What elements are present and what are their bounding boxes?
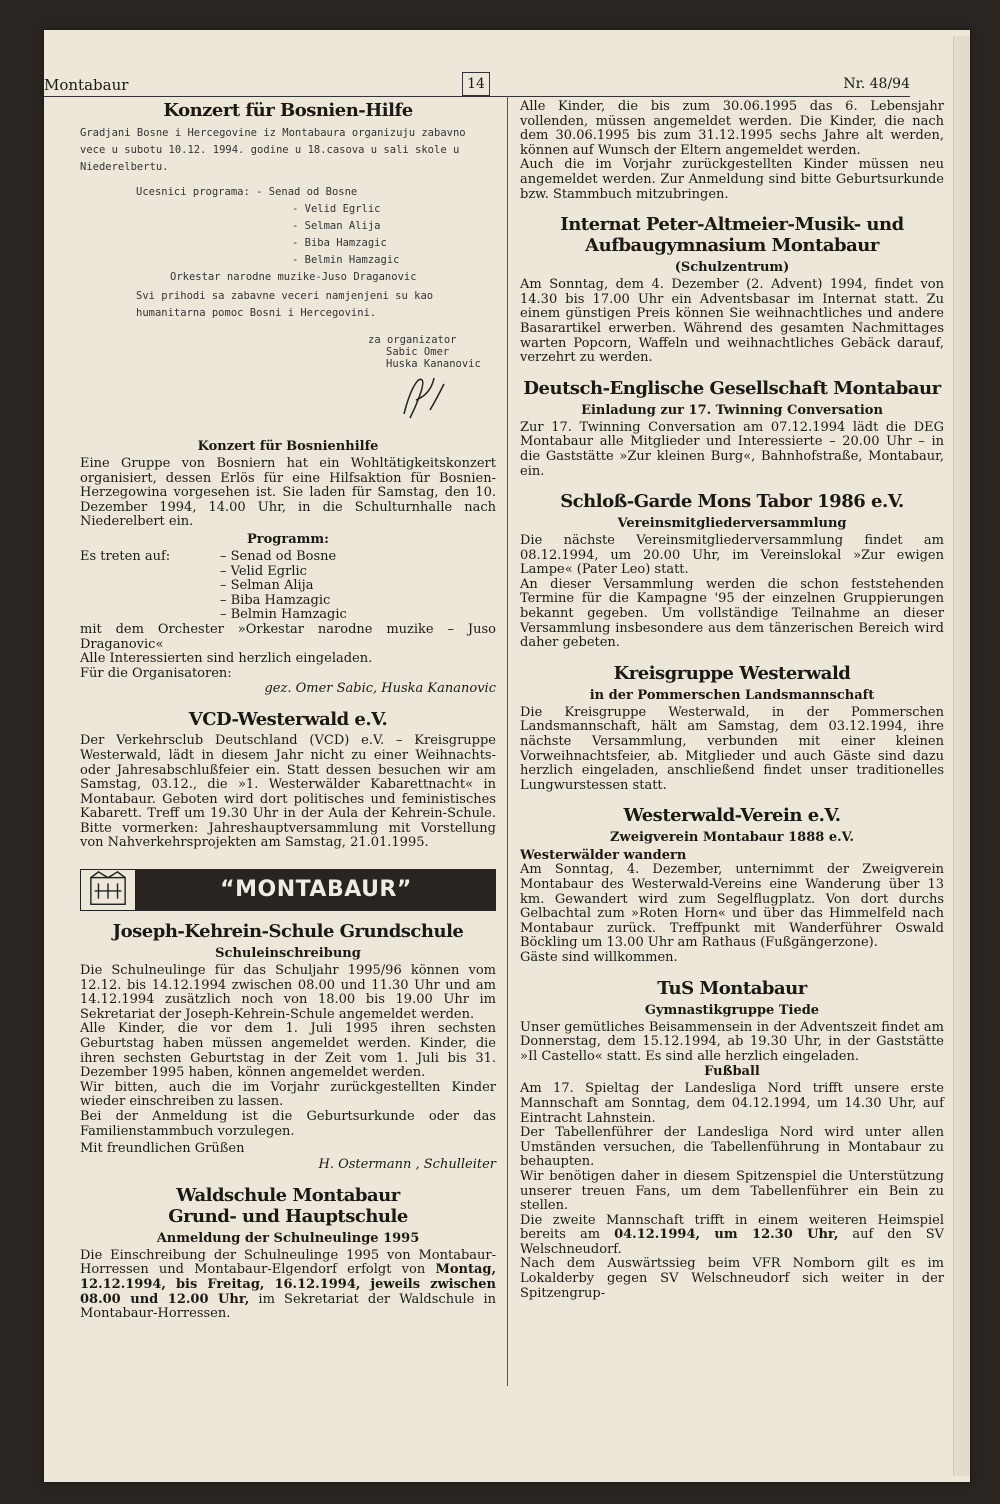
header-page-number: 14 bbox=[462, 72, 490, 96]
paragraph: Für die Organisatoren: bbox=[80, 665, 232, 681]
article-continuation bbox=[520, 100, 944, 202]
sig-line: za organizator bbox=[368, 334, 457, 346]
article-schloss-garde bbox=[520, 491, 944, 651]
article-konzert-bosnienhilfe bbox=[80, 439, 496, 697]
handwritten-signature bbox=[396, 370, 456, 424]
paragraph: An dieser Versammlung werden die schon feststehenden Termine für die Kampagne '95 der einzelnen Gruppierungen bekannt gegeben. Um vollständige Teilnahme an dieser Versammlung insbesondere aus dem tänzerischen Bereich wird daher gebeten. bbox=[520, 576, 944, 651]
text-run: im Sekretariat der Waldschule in Montabaur-Horressen. bbox=[80, 1291, 496, 1322]
paragraph: Alle Interessierten sind herzlich eingeladen. bbox=[80, 651, 373, 667]
performer: – Velid Egrlic bbox=[220, 563, 307, 579]
article-waldschule bbox=[80, 1185, 496, 1322]
text-run: Die Einschreibung der Schulneulinge 1995 von Montabaur-Horressen und Montabaur-Elgendorf erfolgt von bbox=[80, 1247, 496, 1278]
article-subtitle: (Schulzentrum) bbox=[674, 260, 790, 276]
paragraph: Die Kreisgruppe Westerwald, in der Pommerschen Landsmannschaft, hält am Samstag, dem 03.12.1994, ihre nächste Versammlung, verbunden mit einer kleinen Vorweihnachtsfeier, ab. Mitglieder und auch Gäste sind dazu herzlich eingeladen, anschließend findet unser traditionelles Lungwurstessen statt. bbox=[520, 704, 944, 793]
paragraph: Die Schulneulinge für das Schuljahr 1995/96 können vom 12.12. bis 14.12.1994 zwischen 08.00 und 11.30 Uhr und am 14.12.1994 zusätzlich noch von 18.00 bis 19.00 Uhr im Sekretariat der Joseph-Kehrein-Schule angemeldet werden. bbox=[80, 963, 496, 1022]
signature: H. Ostermann , Schulleiter bbox=[318, 1156, 496, 1172]
article-tus-montabaur bbox=[520, 978, 944, 1302]
notice-line: - Biba Hamzagic bbox=[292, 237, 387, 249]
programm-label: Es treten auf: bbox=[80, 548, 171, 564]
performer: – Biba Hamzagic bbox=[220, 592, 331, 608]
article-subtitle: Einladung zur 17. Twinning Conversation bbox=[581, 402, 883, 418]
paragraph: Die nächste Vereinsmitgliederversammlung findet am 08.12.1994, um 20.00 Uhr, im Vereinslokal »Zur ewigen Lampe« (Pater Leo) statt. bbox=[520, 533, 944, 578]
notice-line: Gradjani Bosne i Hercegovine iz Montabaura organizuju zabavno vece u subotu 10.12. 1994. godine u 18.casova u sali skole u Niederelbertu. bbox=[80, 127, 466, 173]
article-title: Waldschule Montabaur bbox=[176, 1184, 400, 1206]
text-run: Die zweite Mannschaft trifft in einem weiteren Heimspiel bereits am bbox=[520, 1212, 944, 1243]
paragraph: Nach dem Auswärtssieg beim VFR Nomborn gilt es im Lokalderby gegen SV Welschneudorf sich weiter in der Spitzengrup- bbox=[520, 1256, 944, 1301]
paragraph: Zur 17. Twinning Conversation am 07.12.1994 lädt die DEG Montabaur alle Mitglieder und Interessierte – 20.00 Uhr – in die Gaststätte »Zur kleinen Burg«, Bahnhofstraße, Montabaur, ein. bbox=[520, 419, 944, 479]
sig-line: Huska Kananovic bbox=[386, 358, 481, 370]
paragraph: Bei der Anmeldung ist die Geburtsurkunde oder das Familienstammbuch vorzulegen. bbox=[80, 1109, 496, 1139]
banner-title: “MONTABAUR” bbox=[136, 869, 496, 911]
paragraph: Am 17. Spieltag der Landesliga Nord trifft unsere erste Mannschaft am Sonntag, dem 04.12.1994, um 14.30 Uhr, auf Eintracht Lahnstein. bbox=[520, 1081, 944, 1126]
notice-line: - Belmin Hamzagic bbox=[292, 254, 400, 266]
article-westerwald-verein bbox=[520, 805, 944, 965]
article-subtitle: Vereinsmitgliederversammlung bbox=[617, 516, 847, 532]
typewritten-signature bbox=[368, 334, 496, 427]
column-rule bbox=[507, 96, 508, 1386]
paragraph bbox=[520, 1214, 944, 1258]
paragraph: mit dem Orchester »Orkestar narodne muzike – Juso Draganovic« bbox=[80, 621, 496, 652]
paragraph: Gäste sind willkommen. bbox=[520, 949, 678, 965]
paragraph bbox=[80, 1249, 496, 1322]
programm-heading: Programm: bbox=[247, 531, 329, 547]
header-rule bbox=[44, 96, 910, 97]
header-town: Montabaur bbox=[44, 76, 129, 94]
paragraph: Mit freundlichen Grüßen bbox=[80, 1141, 245, 1157]
paragraph: Alle Kinder, die vor dem 1. Juli 1995 ihren sechsten Geburtstag haben müssen angemeldet werden. Kinder, die ihren sechsten Geburtstag in der Zeit vom 1. Juli bis 31. Dezember 1995 haben, können angemeldet werden. bbox=[80, 1021, 496, 1081]
article-konzert-bosnien-hilfe bbox=[80, 100, 496, 427]
paragraph: Unser gemütliches Beisammensein in der Adventszeit findet am Donnerstag, dem 15.12.1994, ab 19.30 Uhr, in der Gaststätte »Il Castello« statt. Es sind alle herzlich eingeladen. bbox=[520, 1019, 944, 1064]
page-edge bbox=[953, 36, 970, 1476]
left-column bbox=[80, 100, 496, 1334]
notice-line: - Selman Alija bbox=[292, 220, 381, 232]
article-kreisgruppe bbox=[520, 663, 944, 794]
paragraph: Am Sonntag, 4. Dezember, unternimmt der Zweigverein Montabaur des Westerwald-Vereins eine Wanderung über 13 km. Gewandert wird zum Segelflugplatz. Von dort durchs Gelbachtal zum »Roten Horn« und über das Himmelfeld nach Montabaur zurück. Treffpunkt mit Wanderführer Oswald Böckling um 13.00 Uhr am Rathaus (Fußgängerzone). bbox=[520, 862, 944, 951]
article-title: Westerwald-Verein e.V. bbox=[623, 805, 841, 827]
paragraph: Der Tabellenführer der Landesliga Nord wird unter allen Umständen versuchen, die Tabellenführung in Montabaur zu behaupten. bbox=[520, 1125, 944, 1170]
paragraph: Auch die im Vorjahr zurückgestellten Kinder müssen neu angemeldet werden. Zur Anmeldung sind bitte Geburtsurkunde bzw. Stammbuch mitzubringen. bbox=[520, 157, 944, 202]
paragraph: Der Verkehrsclub Deutschland (VCD) e.V. – Kreisgruppe Westerwald, lädt in diesem Jahr nicht zu einer Weihnachts- oder Jahresabschlußfeier ein. Statt dessen besuchen wir am Samstag, 03.12., die »1. Westerwälder Kabarettnacht« in Montabaur. Geboten wird dort politisches und feministisches Kabarett. Treff um 19.30 Uhr in der Aula der Kehrein-Schule. Bitte vormerken: Jahreshauptversammlung mit Vorstellung von Nahverkehrsprojekten am Samstag, 21.01.1995. bbox=[80, 733, 496, 851]
signature: gez. Omer Sabic, Huska Kananovic bbox=[264, 681, 496, 697]
page-header bbox=[44, 44, 910, 94]
article-title: Konzert für Bosnien-Hilfe bbox=[163, 100, 413, 121]
text-run: auf den SV Welschneudorf. bbox=[520, 1227, 944, 1257]
typewritten-notice bbox=[80, 125, 496, 322]
article-title: Konzert für Bosnienhilfe bbox=[197, 439, 379, 454]
paragraph: Wir bitten, auch die im Vorjahr zurückgestellten Kinder wieder einschreiben zu lassen. bbox=[80, 1079, 496, 1110]
article-vcd-westerwald bbox=[80, 709, 496, 851]
article-title: Deutsch-Englische Gesellschaft Montabaur bbox=[523, 377, 941, 399]
notice-line: Orkestar narodne muzike-Juso Draganovic bbox=[170, 271, 417, 283]
performer: – Senad od Bosne bbox=[220, 548, 337, 564]
performer-list bbox=[220, 550, 347, 623]
article-title: TuS Montabaur bbox=[657, 977, 807, 999]
notice-line: Svi prihodi sa zabavne veceri namjenjeni su kao humanitarna pomoc Bosni i Hercegovini. bbox=[136, 290, 434, 319]
notice-line: Ucesnici programa: - Senad od Bosne bbox=[136, 186, 358, 198]
article-title: Internat Peter-Altmeier-Musik- und Aufbaugymnasium Montabaur bbox=[560, 214, 904, 257]
sig-line: Sabic Omer bbox=[386, 346, 450, 358]
article-subtitle: Fußball bbox=[704, 1064, 760, 1080]
programm-list bbox=[80, 550, 496, 623]
paragraph: Am Sonntag, dem 4. Dezember (2. Advent) 1994, findet von 14.30 bis 17.00 Uhr ein Adventsbasar im Internat statt. Zu einem günstigen Preis können Sie weihnachtliches und andere Basarartikel erwerben. Während des gesamten Nachmittages warten Popcorn, Waffeln und weihnachtliches Gebäck darauf, verzehrt zu werden. bbox=[520, 277, 944, 366]
performer: – Belmin Hamzagic bbox=[220, 607, 347, 623]
performer: – Selman Alija bbox=[220, 578, 314, 594]
article-joseph-kehrein-schule bbox=[80, 921, 496, 1173]
article-title: Kreisgruppe Westerwald bbox=[613, 662, 851, 684]
article-subtitle: Zweigverein Montabaur 1888 e.V. bbox=[610, 830, 854, 846]
bold-date: 04.12.1994, um 12.30 Uhr, bbox=[614, 1227, 839, 1243]
article-subtitle: Anmeldung der Schulneulinge 1995 bbox=[156, 1230, 420, 1246]
right-column bbox=[520, 100, 944, 1313]
paragraph: Wir benötigen daher in diesem Spitzenspiel die Unterstützung unserer treuen Fans, um dem Tabellenführer ein Bein zu stellen. bbox=[520, 1168, 944, 1214]
article-subtitle: Schuleinschreibung bbox=[215, 946, 361, 962]
article-deg bbox=[520, 378, 944, 479]
section-banner bbox=[80, 869, 496, 911]
article-title: Schloß-Garde Mons Tabor 1986 e.V. bbox=[560, 491, 904, 513]
article-subhead: Westerwälder wandern bbox=[520, 848, 687, 864]
article-title-line2: Grund- und Hauptschule bbox=[168, 1205, 408, 1227]
paragraph: Eine Gruppe von Bosniern hat ein Wohltätigkeitskonzert organisiert, dessen Erlös für eine Hilfsaktion für Bosnien-Herzegowina vorgesehen ist. Sie laden für Samstag, den 10. Dezember 1994, 14.00 Uhr, in die Schulturnhalle nach Niederelbert ein. bbox=[80, 456, 496, 530]
header-issue: Nr. 48/94 bbox=[843, 76, 910, 92]
bold-dates: Montag, 12.12.1994, bis Freitag, 16.12.1994, jeweils zwischen 08.00 und 12.00 Uhr, bbox=[80, 1262, 496, 1307]
article-subtitle: Gymnastikgruppe Tiede bbox=[644, 1002, 820, 1018]
article-subtitle: in der Pommerschen Landsmannschaft bbox=[589, 687, 875, 703]
article-internat bbox=[520, 214, 944, 366]
notice-line: - Velid Egrlic bbox=[292, 203, 381, 215]
paragraph: Alle Kinder, die bis zum 30.06.1995 das 6. Lebensjahr vollenden, müssen angemeldet werden. Die Kinder, die nach dem 30.06.1995 bis zum 31.12.1995 sechs Jahre alt werden, können auf Wunsch der Eltern angemeldet werden. bbox=[520, 99, 944, 158]
town-crest-icon bbox=[80, 869, 136, 911]
article-title: Joseph-Kehrein-Schule Grundschule bbox=[112, 921, 464, 943]
article-title: VCD-Westerwald e.V. bbox=[188, 709, 388, 731]
